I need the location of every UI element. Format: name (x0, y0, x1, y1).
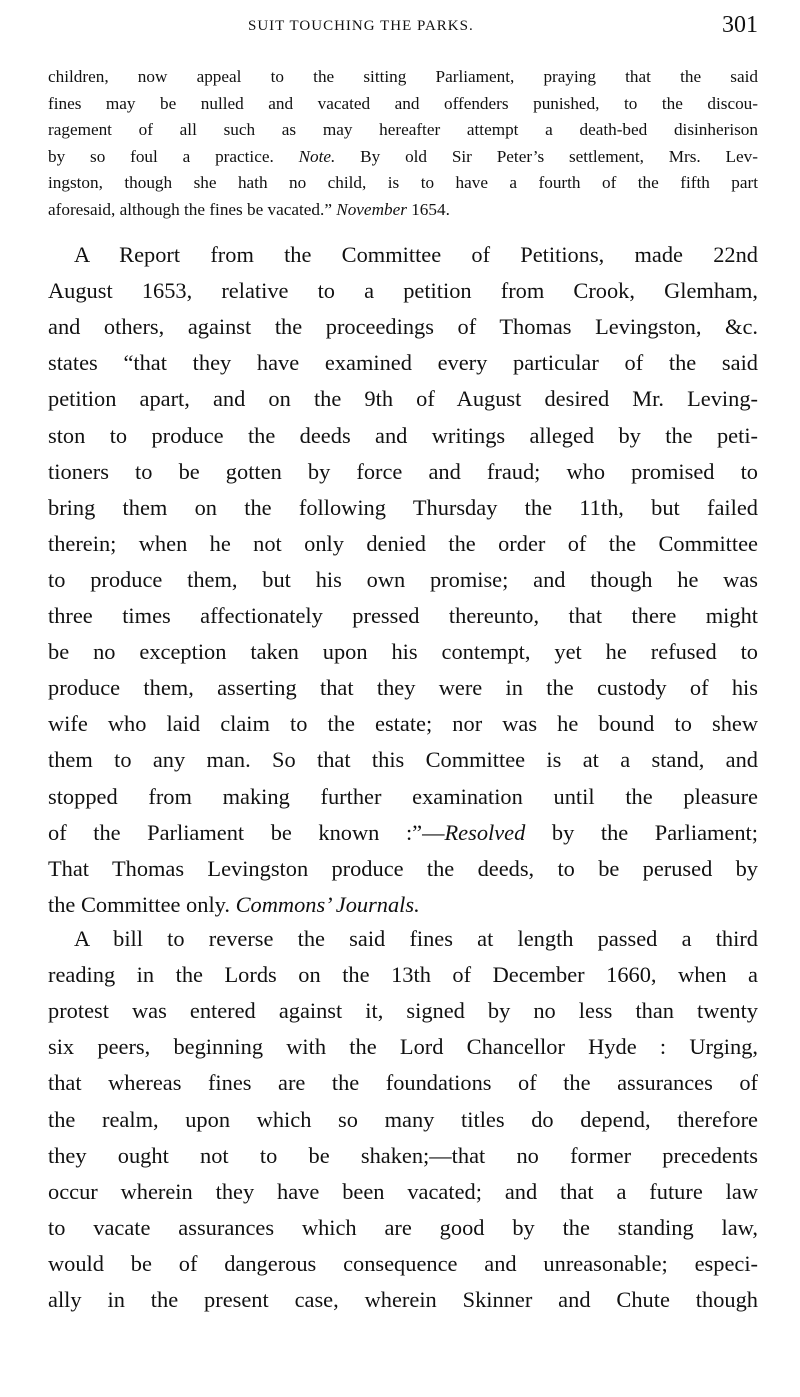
quote-line (48, 64, 758, 90)
paragraph1-line (48, 815, 758, 851)
paragraph1-line (48, 309, 758, 345)
paragraph2-line (48, 1210, 758, 1246)
text-segment: be no exception taken upon his contempt, yet he refused to (48, 639, 758, 665)
italic-text: Resolved (444, 819, 526, 845)
page-header (48, 12, 758, 42)
paragraph2-line (48, 1174, 758, 1210)
paragraph1-line (48, 851, 758, 887)
paragraph1-line (48, 381, 758, 417)
text-segment: reading in the Lords on the 13th of December 1660, when a (48, 962, 758, 988)
paragraph2-line (48, 957, 758, 993)
text-segment: ston to produce the deeds and writings alleged by the peti- (48, 422, 758, 448)
text-segment: by the Parliament; (525, 819, 759, 845)
text-segment: tioners to be gotten by force and fraud; who promised to (48, 458, 758, 484)
paragraph1-line (48, 273, 758, 309)
text-segment: three times affectionately pressed thereunto, that there might (48, 603, 758, 628)
text-segment: A Report from the Committee of Petitions, made 22nd (74, 242, 758, 267)
text-segment: by so foul a practice. (48, 146, 299, 166)
italic-text: Commons’ Journals. (235, 891, 420, 917)
paragraph1-line (48, 742, 758, 778)
text-segment: six peers, beginning with the Lord Chancellor Hyde : Urging, (48, 1034, 758, 1060)
quote-line (48, 91, 758, 117)
paragraph2-line (48, 993, 758, 1029)
text-segment: the realm, upon which so many titles do depend, therefore (48, 1106, 758, 1132)
text-segment: children, now appeal to the sitting Parliament, praying that the said (48, 67, 758, 86)
text-segment: therein; when he not only denied the order of the Committee (48, 530, 758, 556)
paragraph1-line (74, 237, 758, 273)
text-segment: that whereas fines are the foundations of the assurances of (48, 1070, 758, 1096)
quote-line (48, 144, 758, 170)
text-segment: they ought not to be shaken;—that no former precedents (48, 1142, 758, 1168)
text-segment: August 1653, relative to a petition from Crook, Glemham, (48, 278, 758, 304)
paragraph1-line (48, 526, 758, 562)
text-segment: them to any man. So that this Committee is at a stand, and (48, 747, 758, 773)
italic-text: November (336, 200, 407, 219)
text-segment: protest was entered against it, signed by no less than twenty (48, 998, 758, 1024)
text-segment: states “that they have examined every particular of the said (48, 350, 758, 376)
text-segment: ally in the present case, wherein Skinner and Chute though (48, 1287, 758, 1312)
paragraph2-line (48, 1282, 758, 1318)
text-segment: bring them on the following Thursday the 11th, but failed (48, 494, 758, 520)
paragraph1-line (48, 634, 758, 670)
paragraph1-line (48, 779, 758, 815)
text-segment: aforesaid, although the fines be vacated.” (48, 200, 337, 219)
text-segment: wife who laid claim to the estate; nor was he bound to shew (48, 711, 758, 737)
paragraph1-line (48, 418, 758, 454)
text-segment: By old Sir Peter’s settlement, Mrs. Lev- (335, 146, 758, 166)
paragraph1-line (48, 706, 758, 742)
text-segment: A bill to reverse the said fines at length passed a third (74, 926, 758, 951)
paragraph2-line (48, 1029, 758, 1065)
quote-line (48, 170, 758, 196)
text-segment: fines may be nulled and vacated and offenders punished, to the discou- (48, 93, 758, 113)
paragraph1-line (48, 887, 758, 923)
paragraph2-line (48, 1102, 758, 1138)
paragraph1-line (48, 670, 758, 706)
text-segment: ragement of all such as may hereafter attempt a death-bed disinherison (48, 120, 758, 140)
text-segment: ingston, though she hath no child, is to have a fourth of the fifth part (48, 173, 758, 193)
text-segment: would be of dangerous consequence and unreasonable; especi- (48, 1250, 758, 1276)
running-head: SUIT TOUCHING THE PARKS. (248, 18, 474, 34)
text-segment: to vacate assurances which are good by the standing law, (48, 1214, 758, 1240)
italic-text: Note. (298, 146, 336, 166)
paragraph1-line (48, 454, 758, 490)
page-number: 301 (722, 12, 758, 38)
text-segment: to produce them, but his own promise; and though he was (48, 566, 758, 592)
text-segment: stopped from making further examination until the pleasure (48, 783, 758, 809)
text-segment: occur wherein they have been vacated; and that a future law (48, 1178, 758, 1204)
paragraph1-line (48, 345, 758, 381)
text-segment: produce them, asserting that they were in the custody of his (48, 675, 758, 701)
text-segment: 1654. (406, 200, 450, 219)
quote-line (48, 117, 758, 143)
text-segment: That Thomas Levingston produce the deeds, to be perused by (48, 855, 758, 881)
text-segment: petition apart, and on the 9th of August desired Mr. Leving- (48, 386, 758, 412)
paragraph2-line (48, 1246, 758, 1282)
paragraph2-line (48, 1065, 758, 1101)
paragraph1-line (48, 562, 758, 598)
text-segment: the Committee only. (48, 891, 236, 917)
paragraph1-line (48, 598, 758, 634)
text-segment: of the Parliament be known :”— (48, 819, 445, 845)
paragraph2-line (74, 921, 758, 957)
quote-line (48, 197, 758, 223)
paragraph2-line (48, 1138, 758, 1174)
paragraph1-line (48, 490, 758, 526)
text-segment: and others, against the proceedings of Thomas Levingston, &c. (48, 314, 758, 340)
